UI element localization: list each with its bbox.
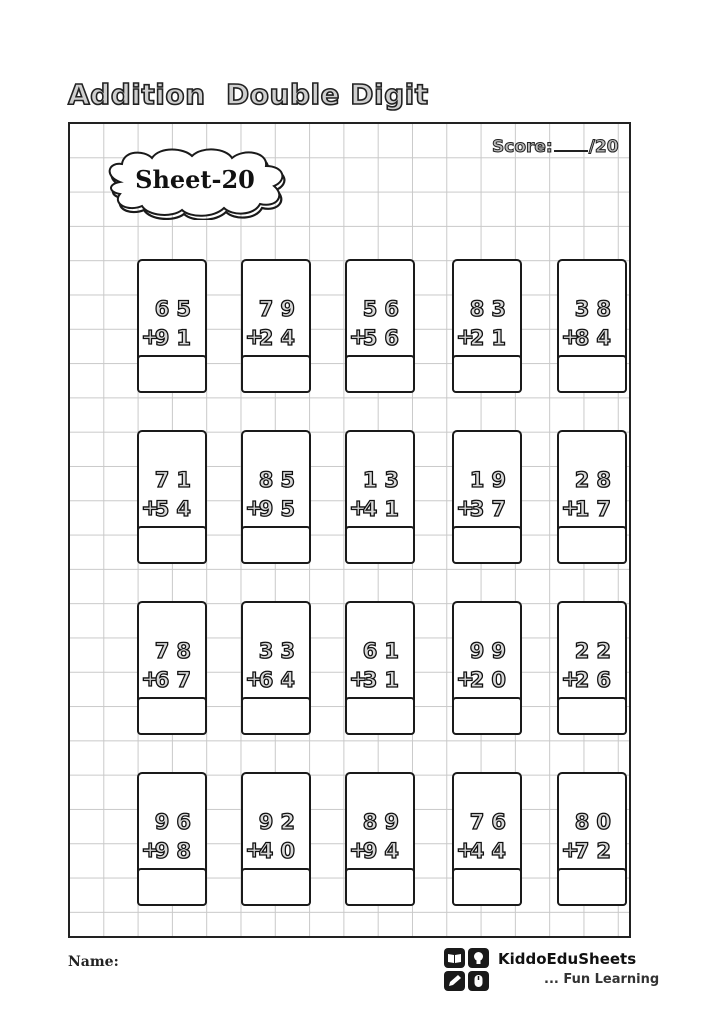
problem-card [241, 772, 311, 906]
addend-top: 19 [469, 468, 513, 492]
answer-box[interactable] [345, 355, 415, 393]
addend-top: 79 [258, 297, 302, 321]
problem-card [137, 259, 207, 393]
plus-sign: + [141, 496, 160, 521]
plus-sign: + [349, 496, 368, 521]
answer-box[interactable] [345, 868, 415, 906]
addend-bottom: 84 [574, 326, 618, 350]
brand-name: KiddoEduSheets [498, 950, 637, 968]
addend-top: 76 [469, 810, 513, 834]
sheet-label: Sheet-20 [135, 164, 255, 194]
addend-bottom: 95 [258, 497, 302, 521]
answer-box[interactable] [345, 697, 415, 735]
pencil-icon [444, 971, 465, 991]
answer-box[interactable] [241, 355, 311, 393]
answer-box[interactable] [452, 526, 522, 564]
answer-box[interactable] [137, 355, 207, 393]
plus-sign: + [456, 667, 475, 692]
addend-top: 71 [154, 468, 198, 492]
addend-top: 22 [574, 639, 618, 663]
answer-box[interactable] [345, 526, 415, 564]
answer-box[interactable] [241, 526, 311, 564]
addend-bottom: 67 [154, 668, 198, 692]
answer-box[interactable] [137, 868, 207, 906]
problem-card [345, 772, 415, 906]
plus-sign: + [349, 667, 368, 692]
addend-top: 28 [574, 468, 618, 492]
plus-sign: + [349, 325, 368, 350]
score-label: Score: [492, 137, 553, 157]
lightbulb-icon [468, 948, 489, 968]
plus-sign: + [245, 838, 264, 863]
addend-top: 13 [362, 468, 406, 492]
problem-card [345, 430, 415, 564]
problem-card [137, 772, 207, 906]
addend-top: 92 [258, 810, 302, 834]
addend-top: 89 [362, 810, 406, 834]
problem-card [557, 772, 627, 906]
addend-bottom: 17 [574, 497, 618, 521]
addend-bottom: 21 [469, 326, 513, 350]
answer-box[interactable] [241, 868, 311, 906]
addend-bottom: 37 [469, 497, 513, 521]
addend-bottom: 94 [362, 839, 406, 863]
mouse-icon [468, 971, 489, 991]
plus-sign: + [456, 496, 475, 521]
addend-top: 78 [154, 639, 198, 663]
problem-card [557, 601, 627, 735]
plus-sign: + [245, 667, 264, 692]
addend-bottom: 91 [154, 326, 198, 350]
plus-sign: + [141, 838, 160, 863]
answer-box[interactable] [557, 697, 627, 735]
addend-top: 85 [258, 468, 302, 492]
sheet-badge [100, 144, 290, 218]
addend-top: 56 [362, 297, 406, 321]
logo-icons [444, 948, 492, 992]
addend-bottom: 44 [469, 839, 513, 863]
plus-sign: + [141, 325, 160, 350]
name-label: Name: [68, 954, 119, 970]
answer-box[interactable] [452, 868, 522, 906]
answer-box[interactable] [241, 697, 311, 735]
answer-box[interactable] [452, 697, 522, 735]
worksheet-title: Addition Double Digit [68, 78, 429, 111]
addend-top: 96 [154, 810, 198, 834]
plus-sign: + [456, 838, 475, 863]
problem-card [345, 259, 415, 393]
addend-bottom: 26 [574, 668, 618, 692]
brand-tagline: ... Fun Learning [544, 972, 660, 987]
addend-bottom: 64 [258, 668, 302, 692]
plus-sign: + [561, 496, 580, 521]
answer-box[interactable] [557, 355, 627, 393]
problem-card [557, 259, 627, 393]
addend-top: 83 [469, 297, 513, 321]
answer-box[interactable] [452, 355, 522, 393]
addend-bottom: 41 [362, 497, 406, 521]
answer-box[interactable] [137, 526, 207, 564]
plus-sign: + [349, 838, 368, 863]
addend-bottom: 98 [154, 839, 198, 863]
addend-bottom: 40 [258, 839, 302, 863]
problem-card [137, 430, 207, 564]
problem-card [452, 772, 522, 906]
problem-card [241, 259, 311, 393]
book-icon [444, 948, 465, 968]
problem-card [241, 430, 311, 564]
answer-box[interactable] [557, 526, 627, 564]
addend-bottom: 20 [469, 668, 513, 692]
problem-card [452, 601, 522, 735]
problem-card [452, 259, 522, 393]
problem-card [241, 601, 311, 735]
addend-bottom: 31 [362, 668, 406, 692]
addend-top: 33 [258, 639, 302, 663]
plus-sign: + [561, 667, 580, 692]
plus-sign: + [141, 667, 160, 692]
addend-bottom: 56 [362, 326, 406, 350]
score-total: /20 [588, 137, 619, 157]
addend-bottom: 54 [154, 497, 198, 521]
addend-top: 80 [574, 810, 618, 834]
addend-top: 99 [469, 639, 513, 663]
score-field [492, 136, 619, 157]
plus-sign: + [561, 325, 580, 350]
addend-top: 61 [362, 639, 406, 663]
answer-box[interactable] [137, 697, 207, 735]
problem-card [137, 601, 207, 735]
brand-logo [444, 948, 664, 994]
problem-card [345, 601, 415, 735]
plus-sign: + [456, 325, 475, 350]
score-blank[interactable] [554, 136, 588, 152]
problem-card [452, 430, 522, 564]
answer-box[interactable] [557, 868, 627, 906]
addend-bottom: 24 [258, 326, 302, 350]
plus-sign: + [245, 496, 264, 521]
problem-card [557, 430, 627, 564]
addend-bottom: 72 [574, 839, 618, 863]
addend-top: 65 [154, 297, 198, 321]
plus-sign: + [561, 838, 580, 863]
plus-sign: + [245, 325, 264, 350]
addend-top: 38 [574, 297, 618, 321]
